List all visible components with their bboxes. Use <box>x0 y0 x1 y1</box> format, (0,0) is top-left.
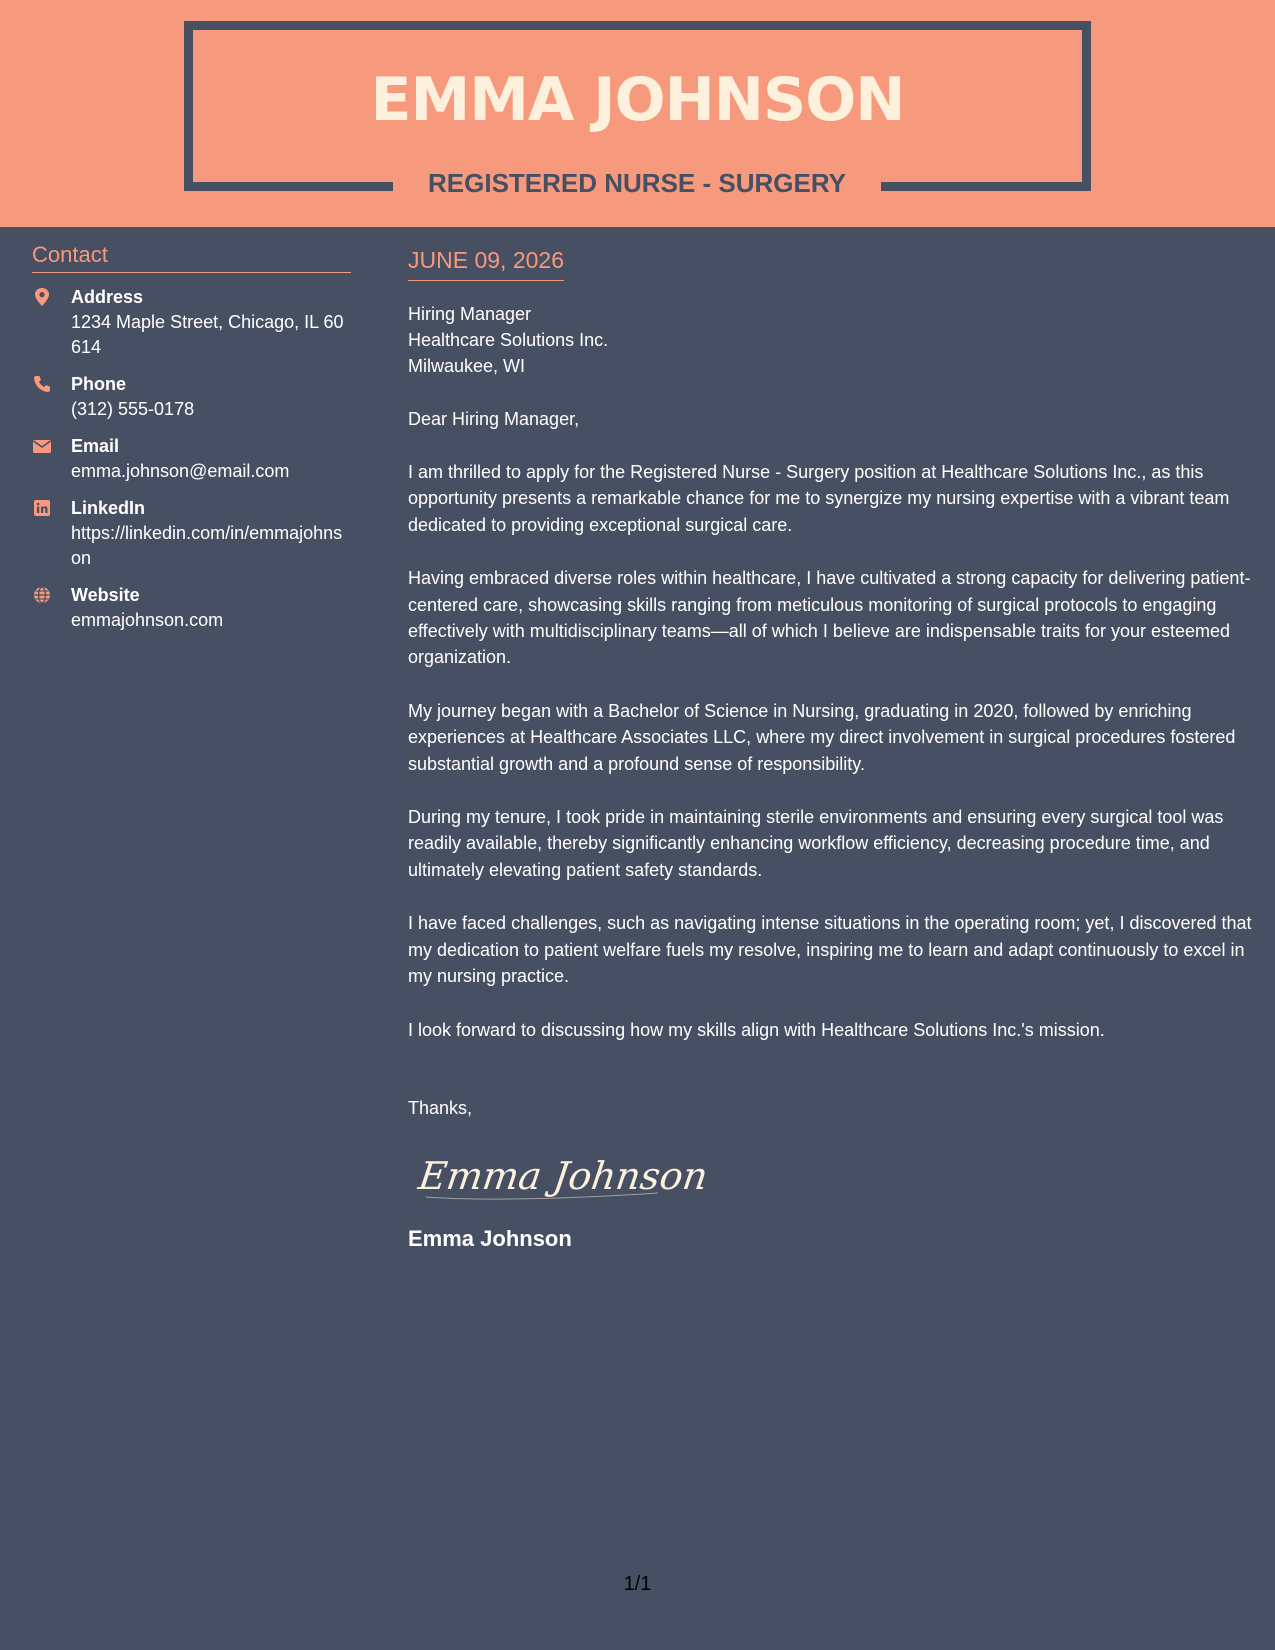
website-value[interactable]: emmajohnson.com <box>71 610 224 630</box>
phone-label: Phone <box>71 374 127 394</box>
envelope-icon <box>32 436 52 456</box>
svg-text:Emma Johnson: Emma Johnson <box>415 1155 711 1199</box>
paragraph: My journey began with a Bachelor of Science in Nursing, graduating in 2020, followed by enriching experiences at Healthcare Associates LLC, where my direct involvement in surgical procedures fostered substantial growth and a profound sense of responsibility. <box>408 700 1236 774</box>
paragraph: I have faced challenges, such as navigating intense situations in the operating room; yet, I discovered that my dedication to patient welfare fuels my resolve, inspiring me to learn and adapt continuously to excel in my nursing practice. <box>408 913 1252 987</box>
recipient-name: Hiring Manager <box>408 304 532 324</box>
greeting: Dear Hiring Manager, <box>408 409 580 429</box>
header-banner <box>0 0 1275 227</box>
contact-phone <box>32 372 351 422</box>
contact-heading: Contact <box>32 240 351 273</box>
letter-body <box>408 244 1253 1254</box>
contact-email <box>32 434 351 484</box>
email-label: Email <box>71 436 120 456</box>
paragraph: I am thrilled to apply for the Registered Nurse - Surgery position at Healthcare Solutions Inc., as this opportunity presents a remarkable chance for me to synergize my nursing expertise with a vibrant team dedicated to providing exceptional surgical care. <box>408 462 1230 535</box>
map-pin-icon <box>32 287 52 307</box>
phone-value: (312) 555-0178 <box>71 399 195 419</box>
address-label: Address <box>71 287 144 307</box>
page-number: 1/1 <box>623 1573 652 1595</box>
linkedin-value[interactable]: https://linkedin.com/in/emmajohnson <box>71 523 343 568</box>
address-value: 1234 Maple Street, Chicago, IL 60614 <box>71 312 344 357</box>
globe-icon <box>32 585 52 605</box>
paragraph: I look forward to discussing how my skills align with Healthcare Solutions Inc.'s mission. <box>408 1019 1105 1040</box>
email-value[interactable]: emma.johnson@email.com <box>71 461 290 481</box>
recipient-block <box>408 301 1253 379</box>
contact-sidebar <box>32 240 351 645</box>
contact-linkedin <box>32 496 351 571</box>
closing: Thanks, <box>408 1097 473 1118</box>
letter-date: JUNE 09, 2026 <box>408 244 564 281</box>
website-label: Website <box>71 585 140 605</box>
contact-address <box>32 285 351 360</box>
linkedin-icon <box>32 498 52 518</box>
phone-icon <box>32 374 52 394</box>
linkedin-label: LinkedIn <box>71 498 146 518</box>
candidate-name: EMMA JOHNSON <box>370 65 905 135</box>
paragraph: Having embraced diverse roles within healthcare, I have cultivated a strong capacity for delivering patient-centered care, showcasing skills ranging from meticulous monitoring of surgical protocols to engaging effectively with multidisciplinary teams—all of which I believe are indispensable traits for your esteemed organization. <box>408 568 1251 668</box>
contact-website <box>32 583 351 633</box>
handwritten-signature <box>415 1141 711 1211</box>
recipient-location: Milwaukee, WI <box>408 356 526 376</box>
paragraph: During my tenure, I took pride in maintaining sterile environments and ensuring every surgical tool was readily available, thereby significantly enhancing workflow efficiency, decreasing procedure time, and ultimately elevating patient safety standards. <box>408 807 1224 880</box>
job-title: REGISTERED NURSE - SURGERY <box>428 168 846 198</box>
signer-name: Emma Johnson <box>408 1225 572 1251</box>
recipient-company: Healthcare Solutions Inc. <box>408 330 609 350</box>
